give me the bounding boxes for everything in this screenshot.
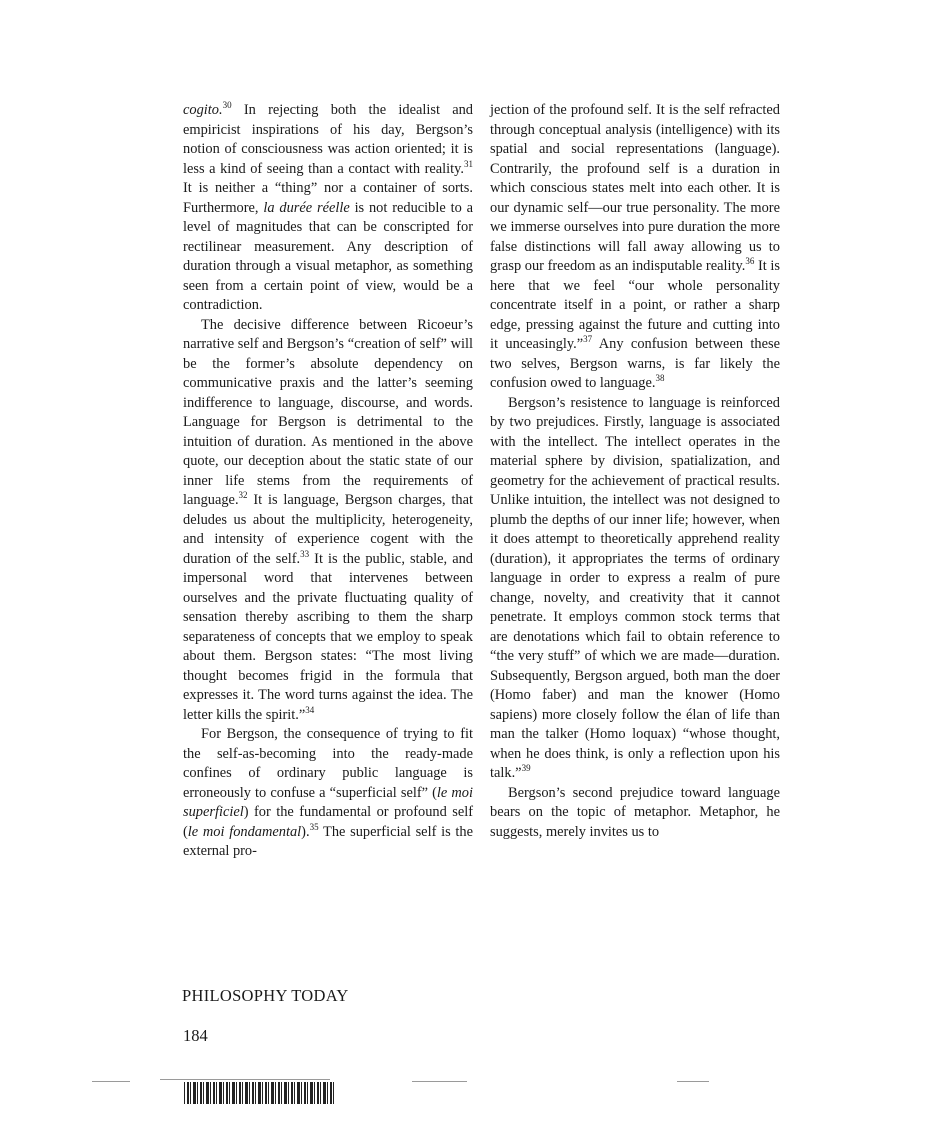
paragraph-text: The decisive difference between Ricoeur’s narrative self and Bergson’s “creation of self” will be the former’s absolute dependency on communicative praxis and the latter’s seeming indifference to language, discourse, and words. Language for Bergson is detrimental to the intuition of duration. As mentioned in the above quote, our deception about the static state of our inner life stems from the requirements of language. [183, 316, 473, 508]
scan-artifact-line [412, 1081, 467, 1082]
paragraph [183, 101, 473, 316]
paragraph-text: For Bergson, the consequence of trying to fit the self-as-becoming into the ready-made confines of ordinary public language is erroneously to confuse a “superficial self” ( [183, 726, 473, 801]
paragraph [183, 316, 473, 726]
footnote-ref: 38 [655, 373, 665, 384]
paragraph-text: Any confusion between these two selves, Bergson warns, is far likely the confusion owed to language. [490, 336, 780, 391]
paragraph-text: It is language, Bergson charges, that deludes us about the multiplicity, heterogeneity, and intensity of experience cogent with the duration of the self. [183, 492, 473, 567]
footnote-ref: 35 [309, 821, 319, 832]
paragraph [490, 784, 780, 843]
paragraph [183, 725, 473, 862]
paragraph [490, 394, 780, 784]
italic-term: le moi fondamental [187, 823, 302, 840]
italic-term: le moi superficiel [183, 784, 473, 820]
footnote-ref: 32 [238, 490, 248, 501]
paragraph-text: It is the public, stable, and impersonal word that intervenes between ourselves and the private fluctuating quality of sensation thereby ascribing to them the sharp separateness of concepts that we employ to speak about them. Bergson states: “The most living thought becomes frigid in the formula that expresses it. The word turns against the idea. The letter kills the spirit.” [183, 550, 473, 723]
scan-artifact-line [677, 1081, 709, 1082]
paragraph-text: It is neither a “thing” nor a container of sorts. Furthermore, [183, 180, 473, 216]
scan-artifact-line [92, 1081, 130, 1082]
scan-artifact-line [160, 1079, 330, 1080]
footnote-ref: 37 [583, 334, 593, 345]
paragraph-text: jection of the profound self. It is the self refracted through conceptual analysis (intelligence) with its spatial and social representations (language). Contrarily, the profound self is a duration in which conscious states melt into each other. It is our dynamic self—our true personality. The more we immerse ourselves into pure duration the more false distinctions will fall away allowing us to grasp our freedom as an indisputable reality. [490, 102, 780, 274]
italic-term: cogito. [183, 102, 223, 118]
footnote-ref: 34 [305, 704, 315, 715]
footnote-ref: 39 [521, 763, 531, 774]
paragraph-text: In rejecting both the idealist and empiricist inspirations of his day, Bergson’s notion of consciousness was action oriented; it is less a kind of seeing than a contact with reality. [183, 102, 473, 177]
right-column [490, 101, 780, 842]
paragraph-text: It is here that we feel “our whole personality concentrate itself in a point, or rather a sharp edge, pressing against the future and cutting into it unceasingly.” [490, 258, 780, 352]
italic-term: la durée réelle [263, 199, 350, 216]
paragraph-text: The superficial self is the external pro- [183, 823, 473, 859]
footnote-ref: 36 [745, 256, 755, 267]
paragraph-text: ) for the fundamental or profound self ( [183, 804, 473, 840]
left-column [183, 101, 473, 862]
paragraph-text: Bergson’s resistence to language is reinforced by two prejudices. Firstly, language is associated with the intellect. The intellect operates in the material sphere by division, spatialization, and geometry for the achievement of practical results. Unlike intuition, the intellect was not designed to plumb the depths of our inner life; however, when it does attempt to theoretically apprehend reality (duration), it appropriates the terms of ordinary language in order to express a realm of pure change, novelty, and creativity that it cannot penetrate. It employs common stock terms that are denotations which fail to obtain reference to “the very stuff” of which we are made—duration. Subsequently, Bergson argued, both man the doer (Homo faber) and man the knower (Homo sapiens) more closely follow the élan of life than man the talker (Homo loquax) “whose thought, when he does think, is only a reflection upon his talk.” [490, 394, 780, 781]
footnote-ref: 30 [222, 100, 232, 111]
paragraph-text: Bergson’s second prejudice toward language bears on the topic of metaphor. Metaphor, he suggests, merely invites us to [490, 784, 780, 840]
paragraph [490, 101, 780, 394]
barcode-icon [184, 1082, 334, 1104]
paragraph-text: ). [301, 823, 310, 840]
page-number: 184 [183, 1026, 208, 1045]
footnote-ref: 33 [300, 548, 310, 559]
journal-title: PHILOSOPHY TODAY [182, 986, 349, 1005]
footnote-ref: 31 [464, 158, 473, 169]
paragraph-text: is not reducible to a level of magnitudes that can be conscripted for rectilinear measurement. Any description of duration through a visual metaphor, as something seen from a certain point of view, would be a contradiction. [183, 199, 473, 313]
